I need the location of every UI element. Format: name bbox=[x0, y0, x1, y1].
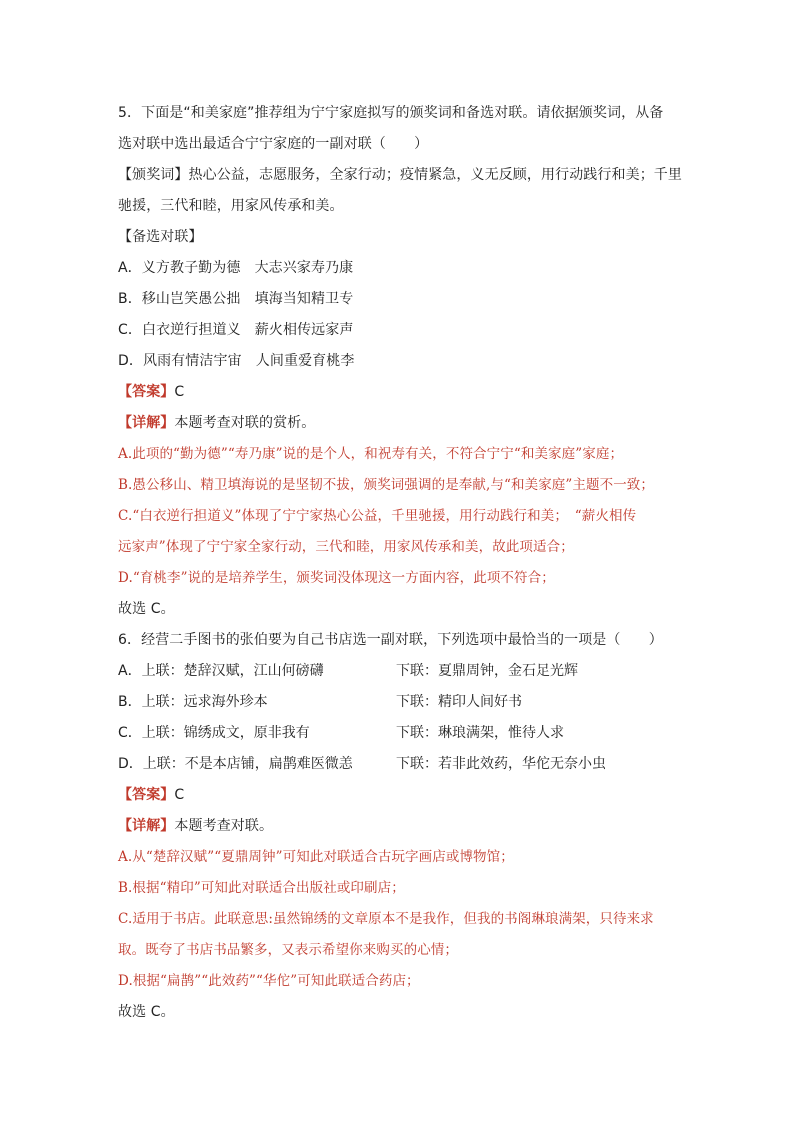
q6-option-c bbox=[118, 718, 683, 749]
q5-stem-line-2: 选对联中选出最适合宁宁家庭的一副对联（ ） bbox=[118, 136, 429, 152]
q5-detail-tag: 【详解】 bbox=[118, 415, 175, 431]
q6-option-d-upper: D．上联：不是本店铺，扁鹊难医微恙 bbox=[118, 756, 353, 772]
q6-detail bbox=[118, 811, 683, 842]
q5-options-header: 【备选对联】 bbox=[118, 229, 203, 245]
question-6 bbox=[118, 625, 683, 1028]
q6-answer bbox=[118, 780, 683, 811]
q6-option-b-upper: B．上联：远求海外珍本 bbox=[118, 694, 268, 710]
q6-option-d bbox=[118, 749, 683, 780]
q6-option-b bbox=[118, 687, 683, 718]
q5-conclusion: 故选 C。 bbox=[118, 601, 175, 617]
question-5 bbox=[118, 98, 683, 625]
q6-conclusion: 故选 C。 bbox=[118, 1004, 175, 1020]
q5-option-a: A．义方教子勤为德 大志兴家寿乃康 bbox=[118, 260, 354, 276]
q6-option-a-upper: A．上联：楚辞汉赋，江山何磅礴 bbox=[118, 663, 324, 679]
q5-detail-intro: 本题考查对联的赏析。 bbox=[174, 415, 316, 431]
q5-option-b: B．移山岂笑愚公拙 填海当知精卫专 bbox=[118, 291, 354, 307]
q5-option-d: D．风雨有情洁宇宙 人间重爱育桃李 bbox=[118, 353, 355, 369]
q6-answer-value: C bbox=[174, 787, 185, 803]
q6-explanation-c-1: C.适用于书店。此联意思:虽然锦绣的文章原本不是我作，但我的书阁琳琅满架，只待来求 bbox=[118, 911, 654, 927]
q6-option-b-lower: 下联：精印人间好书 bbox=[396, 694, 522, 710]
q6-detail-intro: 本题考查对联。 bbox=[174, 818, 274, 834]
q5-answer bbox=[118, 377, 683, 408]
q5-stem-line-1: 5．下面是“和美家庭”推荐组为宁宁家庭拟写的颁奖词和备选对联。请依据颁奖词，从备 bbox=[118, 105, 664, 121]
q5-award-line-1: 【颁奖词】热心公益，志愿服务，全家行动；疫情紧急，义无反顾，用行动践行和美；千里 bbox=[118, 167, 682, 183]
q6-option-a-lower: 下联：夏鼎周钟，金石足光辉 bbox=[396, 663, 578, 679]
q6-explanation-c-2: 取。既夸了书店书品繁多，又表示希望你来购买的心情； bbox=[118, 942, 458, 958]
q5-explanation-a: A.此项的“勤为德”“寿乃康”说的是个人，和祝寿有关，不符合宁宁“和美家庭”家庭； bbox=[118, 446, 624, 462]
q5-detail bbox=[118, 408, 683, 439]
q6-detail-tag: 【详解】 bbox=[118, 818, 175, 834]
q5-award-line-2: 驰援，三代和睦，用家风传承和美。 bbox=[118, 198, 344, 214]
q6-stem: 6．经营二手图书的张伯要为自己书店选一副对联，下列选项中最恰当的一项是（ ） bbox=[118, 632, 663, 648]
q5-answer-value: C bbox=[174, 384, 185, 400]
q5-option-c: C．白衣逆行担道义 薪火相传远家声 bbox=[118, 322, 354, 338]
q6-explanation-d: D.根据“扁鹊”“此效药”“华佗”可知此联适合药店； bbox=[118, 973, 420, 989]
q5-explanation-c-1: C.“白衣逆行担道义”体现了宁宁家热心公益，千里驰援，用行动践行和美； “薪火相传 bbox=[118, 508, 637, 524]
q6-option-c-upper: C．上联：锦绣成文，原非我有 bbox=[118, 725, 310, 741]
q6-option-c-lower: 下联：琳琅满架，惟待人求 bbox=[396, 725, 564, 741]
q5-explanation-d: D.“育桃李”说的是培养学生，颁奖词没体现这一方面内容，此项不符合； bbox=[118, 570, 555, 586]
q5-explanation-c-2: 远家声”体现了宁宁家全家行动，三代和睦，用家风传承和美，故此项适合； bbox=[118, 539, 574, 555]
q6-option-a bbox=[118, 656, 683, 687]
document-page bbox=[118, 98, 683, 1028]
q6-explanation-b: B.根据“精印”可知此对联适合出版社或印刷店； bbox=[118, 880, 405, 896]
q6-explanation-a: A.从“楚辞汉赋”“夏鼎周钟”可知此对联适合古玩字画店或博物馆； bbox=[118, 849, 514, 865]
q5-explanation-b: B.愚公移山、精卫填海说的是坚韧不拔，颁奖词强调的是奉献,与“和美家庭”主题不一致； bbox=[118, 477, 655, 493]
q6-option-d-lower: 下联：若非此效药，华佗无奈小虫 bbox=[396, 756, 606, 772]
q6-answer-tag: 【答案】 bbox=[118, 787, 175, 803]
q5-answer-tag: 【答案】 bbox=[118, 384, 175, 400]
